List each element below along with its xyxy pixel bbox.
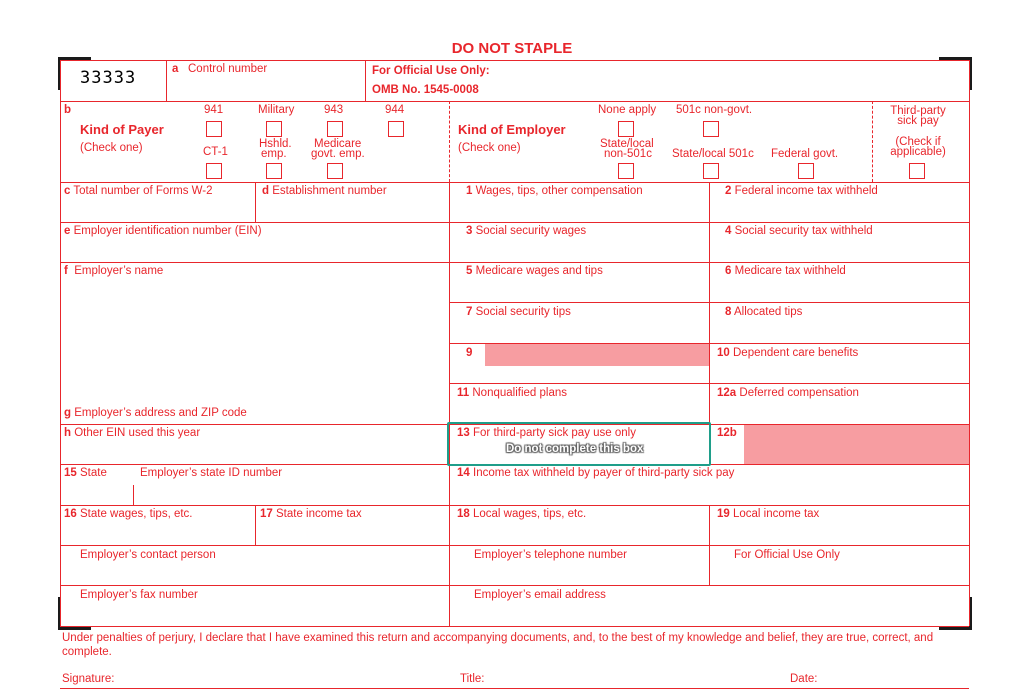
box-c-field[interactable] — [64, 185, 213, 198]
box-g-field[interactable] — [64, 407, 247, 420]
box-3-label: Social security wages — [475, 225, 587, 237]
opt-federal-govt-label: Federal govt. — [771, 148, 839, 160]
kind-of-payer-title: Kind of Payer — [80, 122, 164, 137]
box-12b-number: 12b — [717, 427, 737, 439]
box-16-number: 16 — [64, 508, 77, 520]
box-d-label: Establishment number — [272, 185, 387, 197]
box-13-label: For third-party sick pay use only — [473, 427, 636, 439]
do-not-staple-title: DO NOT STAPLE — [451, 40, 573, 57]
state-id-label: Employer’s state ID number — [140, 467, 283, 479]
opt-943-label: 943 — [324, 104, 344, 116]
perjury-statement: Under penalties of perjury, I declare that I have examined this return and accompanying documents, and, to the best of my knowledge and belief, they are true, correct, and complete. — [62, 632, 934, 658]
box-14-number: 14 — [457, 467, 470, 479]
box-15-number: 15 — [64, 467, 77, 479]
rule-mid-right-lower — [709, 505, 710, 585]
box-13-highlight — [447, 422, 711, 466]
rule-c-d-divider — [255, 182, 256, 222]
rule-right — [969, 60, 970, 626]
box-2-label: Federal income tax withheld — [734, 185, 878, 197]
rule-control-right — [365, 60, 366, 101]
box-10-number: 10 — [717, 347, 730, 359]
email-label: Employer’s email address — [474, 589, 606, 601]
box-15-label: State — [80, 467, 107, 479]
payer-check-one: (Check one) — [80, 142, 143, 154]
box-4-number: 4 — [725, 225, 732, 237]
box-4-label: Social security tax withheld — [734, 225, 873, 237]
rule-state-divider — [133, 485, 134, 505]
box-e-label: Employer identification number (EIN) — [73, 225, 262, 237]
box-6-field[interactable] — [725, 265, 846, 278]
box-12a-field[interactable] — [717, 387, 859, 400]
box-16-field[interactable] — [64, 508, 193, 521]
checkbox-third-party-sick-pay[interactable] — [909, 163, 925, 179]
box-8-number: 8 — [725, 306, 732, 318]
checkbox-military[interactable] — [266, 121, 282, 137]
checkbox-none-apply[interactable] — [618, 121, 634, 137]
box-e-number: e — [64, 225, 71, 237]
box-g-label: Employer’s address and ZIP code — [74, 407, 247, 419]
opt-hshld-label-2: emp. — [261, 148, 287, 160]
box-f-field[interactable] — [64, 265, 163, 278]
box-17-number: 17 — [260, 508, 273, 520]
rule-row-3 — [60, 222, 969, 223]
third-party-check-label-2: applicable) — [890, 146, 946, 158]
box-17-field[interactable] — [260, 508, 362, 521]
checkbox-941[interactable] — [206, 121, 222, 137]
box-g-number: g — [64, 407, 72, 419]
rule-row-1 — [60, 101, 969, 102]
official-use-only-label: For Official Use Only — [734, 549, 840, 561]
third-party-label-2: sick pay — [897, 115, 939, 127]
box-11-field[interactable] — [457, 387, 567, 400]
box-7-number: 7 — [466, 306, 473, 318]
box-c-label: Total number of Forms W-2 — [73, 185, 213, 197]
rule-row-12 — [60, 585, 969, 586]
box-10-field[interactable] — [717, 347, 858, 360]
control-number-label: Control number — [188, 63, 268, 75]
opt-state-local-label: State/local — [600, 138, 654, 150]
rule-row-11 — [60, 545, 969, 546]
box-16-label: State wages, tips, etc. — [80, 508, 193, 520]
rule-16-17-divider — [255, 505, 256, 545]
third-party-check-label: (Check if — [895, 136, 941, 148]
box-h-label: Other EIN used this year — [74, 427, 201, 439]
box-d-field[interactable] — [262, 185, 387, 198]
box-12a-label: Deferred compensation — [739, 387, 859, 399]
opt-state-local-501c-label: State/local 501c — [672, 148, 754, 160]
title-label: Title: — [460, 673, 485, 685]
box-12a-number: 12a — [717, 387, 737, 399]
rule-control-left — [166, 60, 167, 101]
box-18-number: 18 — [457, 508, 470, 520]
omb-number: OMB No. 1545-0008 — [372, 84, 479, 96]
box-9-shaded — [485, 343, 709, 366]
rule-row-4 — [60, 262, 969, 263]
box-15-field[interactable] — [64, 467, 107, 480]
box-7-field[interactable] — [466, 306, 571, 319]
box-5-number: 5 — [466, 265, 473, 277]
third-party-label: Third-party — [890, 105, 946, 117]
rule-third-party-divider — [872, 101, 873, 182]
checkbox-medicare[interactable] — [327, 163, 343, 179]
box-h-field[interactable] — [64, 427, 200, 440]
box-5-field[interactable] — [466, 265, 603, 278]
checkbox-ct1[interactable] — [206, 163, 222, 179]
signature-label: Signature: — [62, 673, 115, 685]
opt-501c-label: 501c non-govt. — [676, 104, 753, 116]
checkbox-943[interactable] — [327, 121, 343, 137]
box-6-number: 6 — [725, 265, 732, 277]
opt-ct1-label: CT-1 — [203, 146, 228, 158]
control-letter: a — [172, 63, 179, 75]
box-1-field[interactable] — [466, 185, 643, 198]
box-12b-shaded — [744, 424, 969, 464]
checkbox-federal-govt[interactable] — [798, 163, 814, 179]
box-18-label: Local wages, tips, etc. — [473, 508, 587, 520]
rule-row-10 — [60, 505, 969, 506]
opt-state-local-label-2: non-501c — [604, 148, 652, 160]
employer-check-one: (Check one) — [458, 142, 521, 154]
box-13-note: Do not complete this box — [506, 443, 644, 455]
box-e-field[interactable] — [64, 225, 262, 238]
box-18-field[interactable] — [457, 508, 586, 521]
box-f-number: f — [64, 265, 68, 277]
box-7-label: Social security tips — [475, 306, 571, 318]
fax-number-label: Employer’s fax number — [80, 589, 198, 601]
official-use-label: For Official Use Only: — [372, 65, 490, 77]
box-h-number: h — [64, 427, 72, 439]
box-13-number: 13 — [457, 427, 470, 439]
box-19-field[interactable] — [717, 508, 819, 521]
corner-mark-top-right — [939, 57, 972, 90]
box-5-label: Medicare wages and tips — [475, 265, 603, 277]
form-code: 33333 — [80, 68, 137, 88]
rule-bottom — [60, 626, 969, 627]
box-c-number: c — [64, 185, 71, 197]
box-1-label: Wages, tips, other compensation — [475, 185, 643, 197]
opt-military-label: Military — [258, 104, 295, 116]
box-11-label: Nonqualified plans — [472, 387, 567, 399]
telephone-label: Employer’s telephone number — [474, 549, 627, 561]
opt-941-label: 941 — [204, 104, 224, 116]
payer-letter: b — [64, 104, 72, 116]
box-19-number: 19 — [717, 508, 730, 520]
kind-of-employer-title: Kind of Employer — [458, 122, 566, 137]
box-2-number: 2 — [725, 185, 732, 197]
date-label: Date: — [790, 673, 818, 685]
opt-hshld-label: Hshld. — [259, 138, 292, 150]
box-f-label: Employer’s name — [74, 265, 164, 277]
opt-medicare-label-2: govt. emp. — [311, 148, 365, 160]
box-17-label: State income tax — [276, 508, 362, 520]
checkbox-state-local-non501c[interactable] — [618, 163, 634, 179]
opt-none-apply-label: None apply — [598, 104, 657, 116]
box-4-field[interactable] — [725, 225, 873, 238]
checkbox-hshld[interactable] — [266, 163, 282, 179]
contact-person-label: Employer’s contact person — [80, 549, 216, 561]
box-19-label: Local income tax — [733, 508, 820, 520]
box-3-field[interactable] — [466, 225, 586, 238]
box-9-number: 9 — [466, 347, 473, 359]
box-1-number: 1 — [466, 185, 473, 197]
box-14-label: Income tax withheld by payer of third-party sick pay — [473, 467, 735, 479]
rule-signature — [60, 688, 969, 689]
checkbox-state-local-501c[interactable] — [703, 163, 719, 179]
box-11-number: 11 — [457, 387, 470, 399]
box-2-field[interactable] — [725, 185, 878, 198]
box-10-label: Dependent care benefits — [733, 347, 859, 359]
checkbox-944[interactable] — [388, 121, 404, 137]
rule-top — [60, 60, 969, 61]
rule-kind-divider — [449, 101, 450, 182]
box-d-number: d — [262, 185, 270, 197]
opt-944-label: 944 — [385, 104, 405, 116]
box-8-label: Allocated tips — [733, 306, 803, 318]
box-14-field[interactable] — [457, 467, 734, 480]
opt-medicare-label: Medicare — [314, 138, 362, 150]
checkbox-501c[interactable] — [703, 121, 719, 137]
box-6-label: Medicare tax withheld — [734, 265, 846, 277]
rule-left — [60, 60, 61, 626]
box-8-field[interactable] — [725, 306, 802, 319]
rule-row-2 — [60, 182, 969, 183]
rule-center — [449, 182, 450, 626]
box-3-number: 3 — [466, 225, 473, 237]
